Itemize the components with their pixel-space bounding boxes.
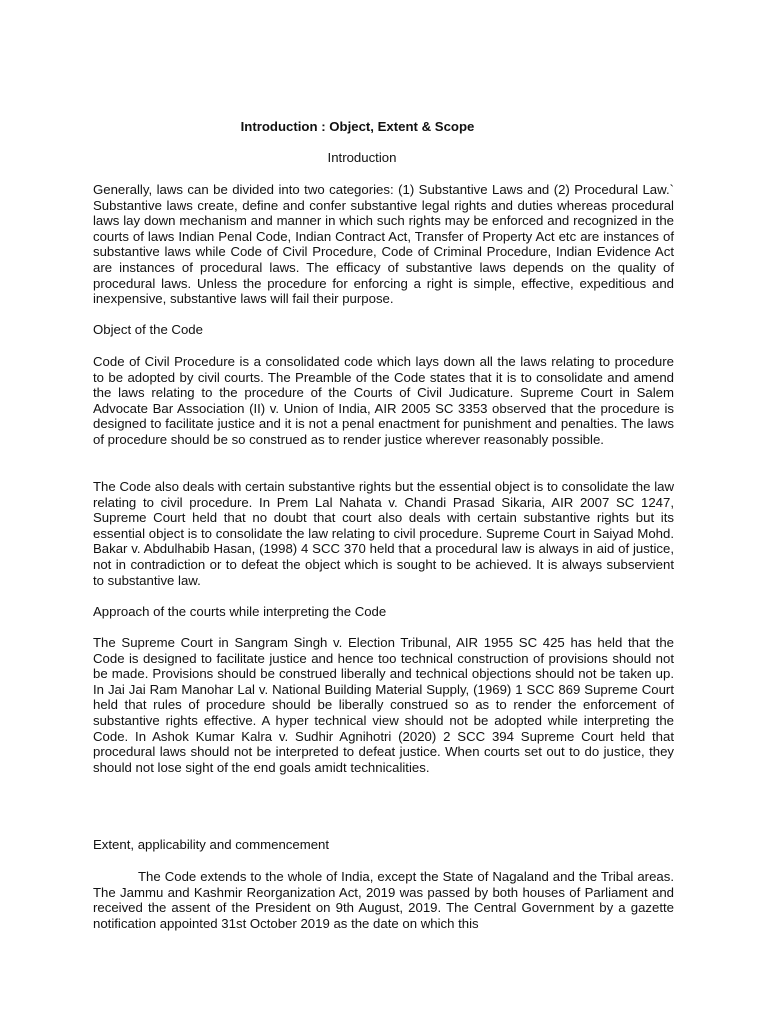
paragraph-object-2: The Code also deals with certain substantive rights but the essential object is to consolidate the law relating to civil procedure. In Prem Lal Nahata v. Chandi Prasad Sikaria, AIR 2007 SC 1247, Supreme Court held that no doubt that court also deals with certain substantive rights but its essential object is to consolidate the law relating to civil procedure. Supreme Court in Saiyad Mohd. Bakar v. Abdulhabib Hasan, (1998) 4 SCC 370 held that a procedural law is always in aid of justice, not in contradiction or to defeat the object which is sought to be achieved. It is always subservient to substantive law. (93, 479, 674, 588)
document-title: Introduction : Object, Extent & Scope (240, 119, 475, 134)
paragraph-approach: The Supreme Court in Sangram Singh v. Election Tribunal, AIR 1955 SC 425 has held that the Code is designed to facilitate justice and hence too technical construction of provisions should not be made. Provisions should be construed liberally and technical objections should not be taken up. In Jai Jai Ram Manohar Lal v. National Building Material Supply, (1969) 1 SCC 869 Supreme Court held that rules of procedure should be liberally construed so as to render the enforcement of substantive rights effective. A hyper technical view should not be adopted while interpreting the Code. In Ashok Kumar Kalra v. Sudhir Agnihotri (2020) 2 SCC 394 Supreme Court held that procedural laws should not be interpreted to defeat justice. When courts set out to do justice, they should not lose sight of the end goals amidt technicalities. (93, 635, 674, 775)
heading-extent: Extent, applicability and commencement (93, 837, 330, 852)
paragraph-extent: The Code extends to the whole of India, except the State of Nagaland and the Tribal areas. The Jammu and Kashmir Reorganization Act, 2019 was passed by both houses of Parliament and received the assent of the President on 9th August, 2019. The Central Government by a gazette notification appointed 31st October 2019 as the date on which this (93, 869, 674, 931)
paragraph-object-1: Code of Civil Procedure is a consolidated code which lays down all the laws relating to procedure to be adopted by civil courts. The Preamble of the Code states that it is to consolidate and amend the laws relating to the procedure of the Courts of Civil Judicature. Supreme Court in Salem Advocate Bar Association (II) v. Union of India, AIR 2005 SC 3353 observed that the procedure is designed to facilitate justice and it is not a penal enactment for punishment and penalties. The laws of procedure should be so construed as to render justice wherever reasonably possible. (93, 354, 674, 447)
paragraph-intro: Generally, laws can be divided into two categories: (1) Substantive Laws and (2) Procedural Law.` Substantive laws create, define and confer substantive legal rights and duties whereas procedural laws lay down mechanism and manner in which such rights may be enforced and recognized in the courts of laws Indian Penal Code, Indian Contract Act, Transfer of Property Act etc are instances of substantive laws while Code of Civil Procedure, Code of Criminal Procedure, Indian Evidence Act are instances of procedural laws. The efficacy of substantive laws depends on the quality of procedural laws. Unless the procedure for enforcing a right is simple, effective, expeditious and inexpensive, substantive laws will fail their purpose. (93, 182, 674, 307)
heading-object-of-code: Object of the Code (93, 322, 203, 337)
document-subtitle: Introduction (327, 150, 397, 165)
heading-approach: Approach of the courts while interpreting the Code (93, 604, 387, 619)
